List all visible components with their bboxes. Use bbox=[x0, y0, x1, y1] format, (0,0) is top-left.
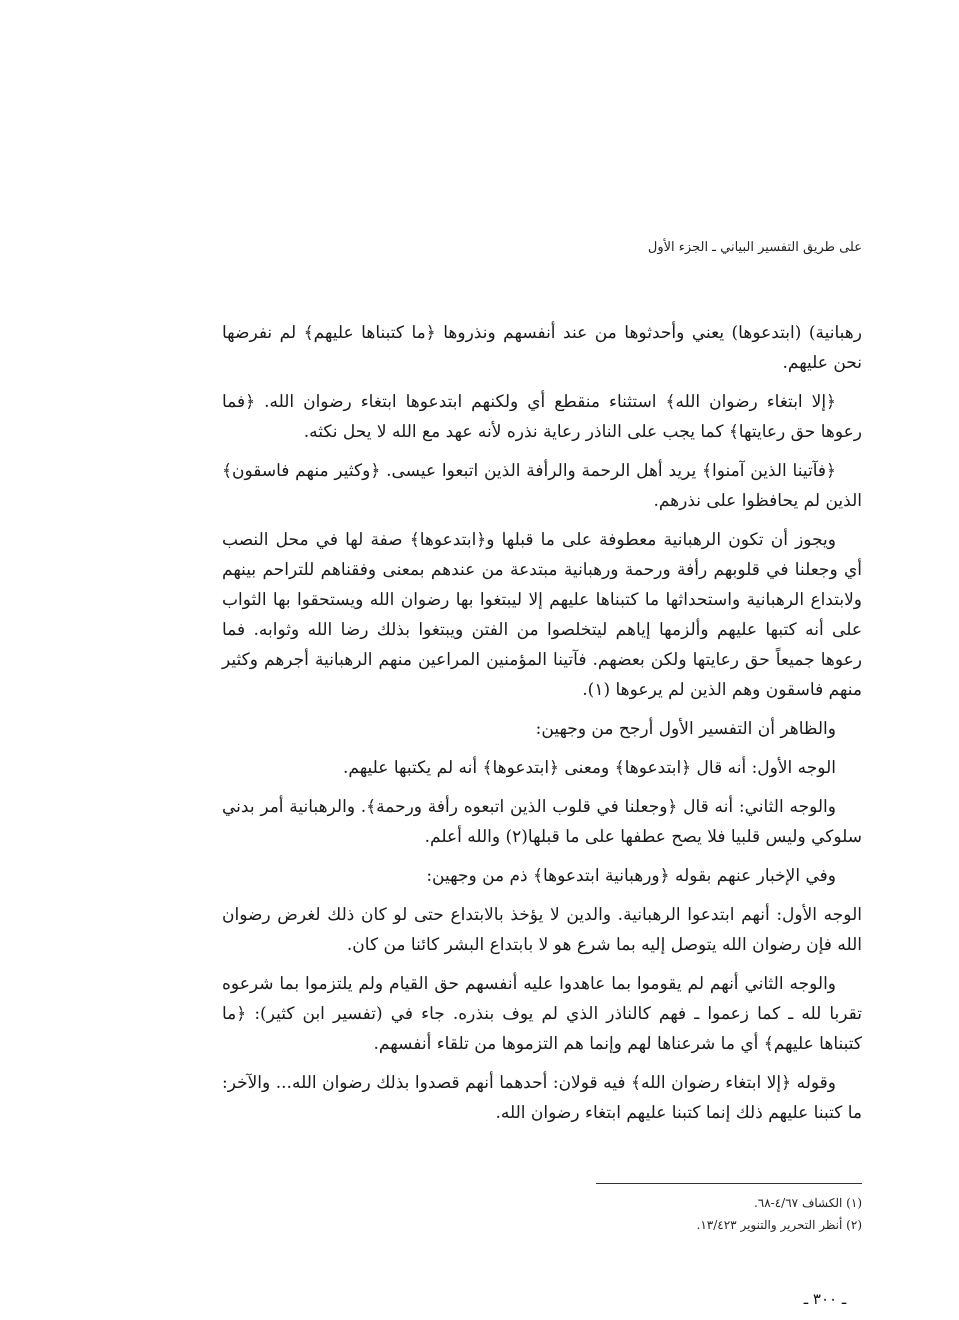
page-number: ـ ٣٠٠ ـ bbox=[803, 1290, 847, 1308]
paragraph: الوجه الأول: أنهم ابتدعوا الرهبانية. والدين لا يؤخذ بالابتداع حتى لو كان ذلك لغرض رضوان الله فإن رضوان الله يتوصل إليه بما شرع هو لا بابتداع البشر كائنا من كان. bbox=[222, 905, 862, 955]
paragraph: رهبانية) (ابتدعوها) يعني وأحدثوها من عند أنفسهم ونذروها ﴿ما كتبناها عليهم﴾ لم نفرضها نحن عليهم. bbox=[222, 323, 862, 373]
paragraph: الوجه الأول: أنه قال ﴿ابتدعوها﴾ ومعنى ﴿ابتدعوها﴾ أنه لم يكتبها عليهم. bbox=[342, 758, 836, 778]
running-header: على طريق التفسير البياني ـ الجزء الأول bbox=[647, 240, 862, 255]
paragraph: ﴿فآتينا الذين آمنوا﴾ يريد أهل الرحمة والرأفة الذين اتبعوا عيسى. ﴿وكثير منهم فاسقون﴾ الذين لم يحافظوا على نذرهم. bbox=[222, 461, 862, 511]
footnote: (١) الكشاف ٤/٦٧-٦٨. bbox=[753, 1196, 862, 1210]
paragraph: ويجوز أن تكون الرهبانية معطوفة على ما قبلها و﴿ابتدعوها﴾ صفة لها في محل النصب أي وجعلنا في قلوبهم رأفة ورحمة ورهبانية مبتدعة من عندهم بمعنى وفقناهم للتراحم بينهم ولابتداع الرهبانية واستحداثها ما كتبناها عليهم إلا ليبتغوا بها رضوان الله ويستحقوا بها الثواب على أنه كتبها عليهم وألزمها إياهم ليتخلصوا من الفتن ويبتغوا بذلك رضا الله وثوابه. فما رعوها جميعاً حق رعايتها ولكن بعضهم. فآتينا المؤمنين المراعين منهم الرهبانية أجرهم وكثير منهم فاسقون وهم الذين لم يرعوها (١). bbox=[222, 530, 862, 700]
paragraph: وقوله ﴿إلا ابتغاء رضوان الله﴾ فيه قولان: أحدهما أنهم قصدوا بذلك رضوان الله... والآخر: ما كتبنا عليهم ذلك إنما كتبنا عليهم ابتغاء رضوان الله. bbox=[222, 1073, 862, 1123]
paragraph: والوجه الثاني: أنه قال ﴿وجعلنا في قلوب الذين اتبعوه رأفة ورحمة﴾. والرهبانية أمر بدني سلوكي وليس قلبيا فلا يصح عطفها على ما قبلها(٢) والله أعلم. bbox=[222, 797, 862, 847]
paragraph: والظاهر أن التفسير الأول أرجح من وجهين: bbox=[535, 719, 836, 739]
paragraph: وفي الإخبار عنهم بقوله ﴿ورهبانية ابتدعوها﴾ ذم من وجهين: bbox=[426, 866, 836, 886]
paragraph: والوجه الثاني أنهم لم يقوموا بما عاهدوا عليه أنفسهم حق القيام ولم يلتزموا بما شرعوه تقربا لله ـ كما زعموا ـ فهم كالناذر الذي لم يوف بنذره. جاء في (تفسير ابن كثير): ﴿ما كتبناها عليهم﴾ أي ما شرعناها لهم وإنما هم التزموها من تلقاء أنفسهم. bbox=[222, 974, 862, 1054]
main-text bbox=[222, 318, 862, 1137]
footnotes bbox=[222, 1192, 862, 1236]
paragraph: ﴿إلا ابتغاء رضوان الله﴾ استثناء منقطع أي ولكنهم ابتدعوها ابتغاء رضوان الله. ﴿فما رعوها حق رعايتها﴾ كما يجب على الناذر رعاية نذره لأنه عهد مع الله لا يحل نكثه. bbox=[222, 392, 862, 442]
footnote: (٢) أنظر التحرير والتنوير ١٣/٤٢٣. bbox=[696, 1218, 862, 1232]
footnote-divider bbox=[596, 1183, 862, 1184]
